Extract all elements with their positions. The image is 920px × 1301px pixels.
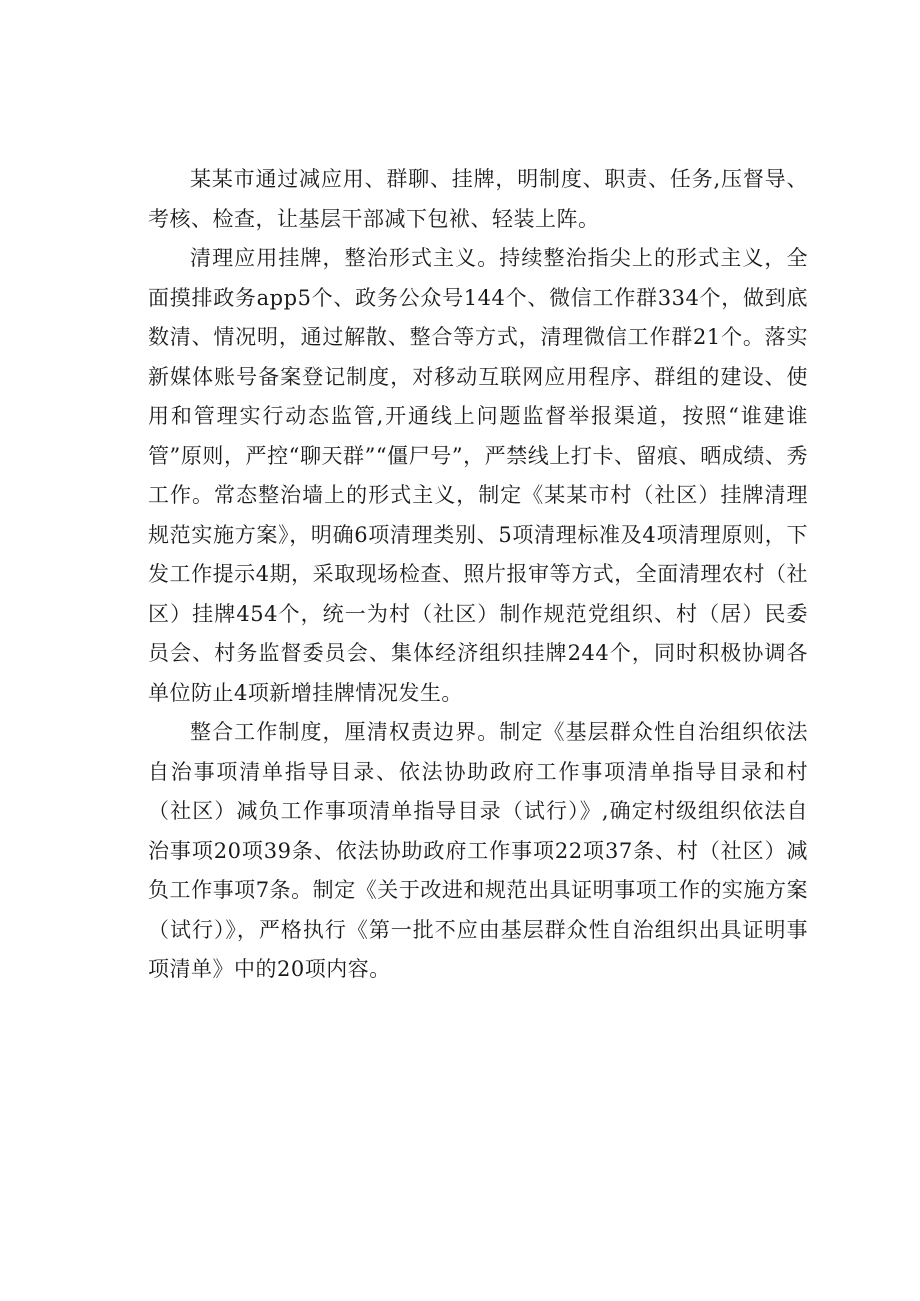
document-body: [148, 160, 808, 990]
paragraph-clean-apps-signs: 清理应用挂牌，整治形式主义。持续整治指尖上的形式主义，全面摸排政务app5个、政务公众号144个、微信工作群334个，做到底数清、情况明，通过解散、整合等方式，清理微信工作群21个。落实新媒体账号备案登记制度，对移动互联网应用程序、群组的建设、使用和管理实行动态监管,开通线上问题监督举报渠道，按照“谁建谁管”原则，严控“聊天群”“僵尸号”，严禁线上打卡、留痕、晒成绩、秀工作。常态整治墙上的形式主义，制定《某某市村（社区）挂牌清理规范实施方案》，明确6项清理类别、5项清理标准及4项清理原则，下发工作提示4期，采取现场检查、照片报审等方式，全面清理农村（社区）挂牌454个，统一为村（社区）制作规范党组织、村（居）民委员会、村务监督委员会、集体经济组织挂牌244个，同时积极协调各单位防止4项新增挂牌情况发生。: [148, 246, 808, 705]
paragraph-intro: 某某市通过减应用、群聊、挂牌，明制度、职责、任务,压督导、考核、检查，让基层干部减下包袱、轻装上阵。: [148, 167, 808, 231]
paragraph-integrate-systems: 整合工作制度，厘清权责边界。制定《基层群众性自治组织依法自治事项清单指导目录、依法协助政府工作事项清单指导目录和村（社区）减负工作事项清单指导目录（试行）》,确定村级组织依法自治事项20项39条、依法协助政府工作事项22项37条、村（社区）减负工作事项7条。制定《关于改进和规范出具证明事项工作的实施方案（试行）》，严格执行《第一批不应由基层群众性自治组织出具证明事项清单》中的20项内容。: [148, 720, 808, 981]
